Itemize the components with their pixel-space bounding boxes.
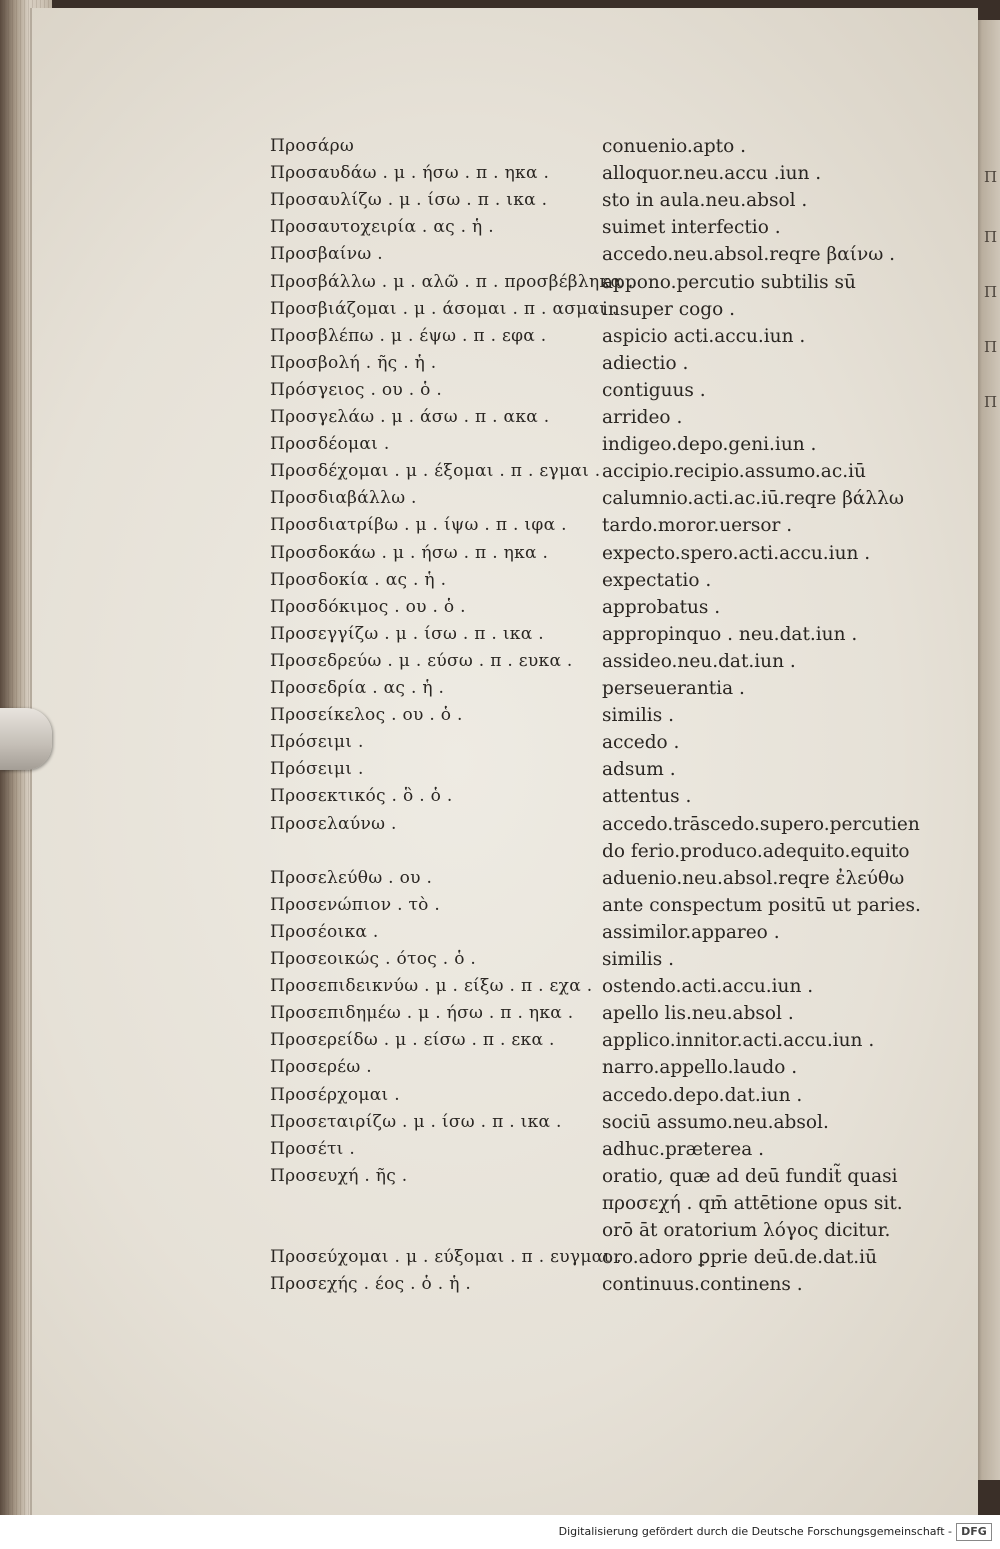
greek-headword: Προσεκτικός . ὃ . ὁ . (270, 786, 453, 807)
entry-row (32, 759, 978, 785)
greek-headword: Προσέρχομαι . (270, 1084, 400, 1105)
latin-gloss: tardo.moror.uersor . (602, 515, 793, 537)
entry-row (32, 1112, 978, 1138)
latin-gloss: aduenio.neu.absol.reqre ἐλεύθω (602, 867, 905, 889)
entry-row (32, 380, 978, 406)
greek-headword: Προσεπιδημέω . μ . ήσω . π . ηκα . (270, 1003, 574, 1024)
greek-headword: Προσενώπιον . τὸ . (270, 894, 441, 915)
latin-gloss: applico.innitor.acti.accu.iun . (602, 1030, 875, 1052)
greek-headword: Προσεπιδεικνύω . μ . είξω . π . εχα . (270, 976, 593, 997)
dfg-logo: DFG (956, 1523, 992, 1541)
latin-gloss: do ferio.produco.adequito.equito (602, 840, 910, 862)
greek-headword: Προσβολή . ῆς . ἡ . (270, 352, 437, 373)
entry-row (32, 1139, 978, 1165)
latin-gloss: conuenio.apto . (602, 136, 747, 157)
latin-gloss: accedo.neu.absol.reqre βαίνω . (602, 244, 896, 266)
greek-headword: Προσεγγίζω . μ . ίσω . π . ικα . (270, 623, 544, 644)
entry-row (32, 326, 978, 352)
latin-gloss: alloquor.neu.accu .iun . (602, 163, 822, 185)
latin-gloss: suimet interfectio . (602, 217, 781, 239)
entry-row (32, 1274, 978, 1300)
greek-headword: Πρόσγειος . ου . ὁ . (270, 379, 443, 400)
footer-credit: Digitalisierung gefördert durch die Deutsche Forschungsgemeinschaft - (558, 1525, 952, 1538)
greek-headword: Προσγελάω . μ . άσω . π . ακα . (270, 407, 550, 427)
greek-headword: Προσεύχομαι . μ . εύξομαι . π . ευγμαι . (270, 1247, 622, 1268)
entry-row (32, 515, 978, 541)
entry-row (32, 163, 978, 189)
latin-gloss: similis . (602, 949, 674, 970)
page-clip (0, 708, 52, 770)
latin-gloss: orō āt oratorium λόγος dicitur. (602, 1220, 891, 1241)
entry-row (32, 814, 978, 840)
latin-gloss: accedo . (602, 732, 680, 754)
latin-gloss: appono.percutio subtilis sū (602, 271, 856, 293)
greek-headword: Πρόσειμι . (270, 759, 364, 780)
greek-headword: Προσερέω . (270, 1057, 372, 1078)
greek-headword: Προσδοκάω . μ . ήσω . π . ηκα . (270, 542, 549, 563)
greek-headword: Προσεταιρίζω . μ . ίσω . π . ικα . (270, 1111, 562, 1132)
latin-gloss: accedo.trāscedo.supero.percutien (602, 813, 920, 835)
entry-row (32, 1166, 978, 1192)
entry-row (32, 299, 978, 325)
latin-gloss: perseuerantia . (602, 678, 745, 699)
greek-headword: Προσευχή . ῆς . (270, 1165, 408, 1186)
greek-headword: Προσερείδω . μ . είσω . π . εκα . (270, 1030, 555, 1051)
entry-row (32, 434, 978, 460)
latin-gloss: expecto.spero.acti.accu.iun . (602, 542, 871, 564)
entry-row (32, 868, 978, 894)
entry-row (32, 272, 978, 298)
latin-gloss: apello lis.neu.absol . (602, 1003, 794, 1025)
entry-row (32, 136, 978, 162)
latin-gloss: accedo.depo.dat.iun . (602, 1084, 803, 1106)
greek-headword: Προσδέομαι . (270, 434, 390, 455)
latin-gloss: accipio.recipio.assumo.ac.iū (602, 461, 866, 483)
entry-row (32, 976, 978, 1002)
entry-row (32, 190, 978, 216)
latin-gloss: insuper cogo . (602, 298, 735, 320)
latin-gloss: προσεχή . qm̄ attētione opus sit. (602, 1192, 903, 1214)
entry-row (32, 651, 978, 677)
entry-row (32, 1003, 978, 1029)
latin-gloss: ante conspectum positū ut paries. (602, 894, 921, 916)
latin-gloss: assideo.neu.dat.iun . (602, 650, 796, 672)
latin-gloss: continuus.continens . (602, 1274, 803, 1296)
digitization-footer (0, 1515, 1000, 1549)
entry-row (32, 949, 978, 975)
latin-gloss: appropinquo . neu.dat.iun . (602, 623, 858, 645)
entry-row (32, 678, 978, 704)
greek-headword: Προσελαύνω . (270, 813, 397, 834)
entry-row (32, 1085, 978, 1111)
entry-row (32, 597, 978, 623)
greek-headword: Προσβάλλω . μ . αλῶ . π . προσβέβληκα . (270, 271, 634, 292)
entry-row (32, 1220, 978, 1246)
latin-gloss: adhuc.præterea . (602, 1138, 764, 1160)
entry-row (32, 1030, 978, 1056)
latin-gloss: approbatus . (602, 596, 721, 618)
entry-row (32, 570, 978, 596)
entry-row (32, 217, 978, 243)
latin-gloss: expectatio . (602, 569, 712, 591)
latin-gloss: ostendo.acti.accu.iun . (602, 976, 814, 998)
entry-row (32, 407, 978, 433)
greek-headword: Προσαυλίζω . μ . ίσω . π . ικα . (270, 190, 548, 211)
entry-row (32, 895, 978, 921)
entry-row (32, 732, 978, 758)
entry-row (32, 543, 978, 569)
latin-gloss: sto in aula.neu.absol . (602, 190, 808, 212)
entry-row (32, 1247, 978, 1273)
entry-row (32, 624, 978, 650)
greek-headword: Προσεδρία . ας . ἡ . (270, 678, 445, 698)
entry-row (32, 786, 978, 812)
greek-headword: Προσείκελος . ου . ὁ . (270, 705, 463, 726)
greek-headword: Προσέτι . (270, 1138, 356, 1159)
greek-headword: Προσδοκία . ας . ἡ . (270, 569, 447, 590)
greek-headword: Προσεχής . έος . ὁ . ἡ . (270, 1274, 472, 1295)
greek-headword: Προσάρω (270, 136, 355, 156)
greek-headword: Προσβιάζομαι . μ . άσομαι . π . ασμαι . (270, 298, 618, 319)
entry-row (32, 841, 978, 867)
greek-headword: Προσεδρεύω . μ . εύσω . π . ευκα . (270, 650, 573, 671)
dictionary-entries (32, 8, 978, 1515)
scanned-page (30, 8, 978, 1515)
latin-gloss: adiectio . (602, 352, 689, 374)
greek-headword: Προσδιαβάλλω . (270, 488, 417, 509)
facing-page-edge: Π Π Π Π Π (970, 20, 1000, 1480)
greek-headword: Προσαυδάω . μ . ήσω . π . ηκα . (270, 163, 550, 184)
greek-headword: Προσεοικώς . ότος . ὁ . (270, 949, 477, 969)
latin-gloss: oratio, quæ ad deū fundit̃ quasi (602, 1165, 898, 1187)
latin-gloss: arrideo . (602, 407, 683, 428)
greek-headword: Προσβαίνω . (270, 244, 383, 265)
greek-headword: Προσδιατρίβω . μ . ίψω . π . ιφα . (270, 515, 567, 536)
latin-gloss: indigeo.depo.geni.iun . (602, 434, 817, 456)
greek-headword: Προσαυτοχειρία . ας . ἡ . (270, 217, 494, 238)
entry-row (32, 705, 978, 731)
entry-row (32, 1057, 978, 1083)
latin-gloss: adsum . (602, 759, 676, 781)
greek-headword: Πρόσειμι . (270, 732, 364, 753)
latin-gloss: contiguus . (602, 379, 706, 401)
latin-gloss: aspicio acti.accu.iun . (602, 325, 806, 347)
entry-row (32, 1193, 978, 1219)
entry-row (32, 922, 978, 948)
greek-headword: Προσδόκιμος . ου . ὁ . (270, 596, 466, 617)
latin-gloss: calumnio.acti.ac.iū.reqre βάλλω (602, 488, 904, 510)
greek-headword: Προσδέχομαι . μ . έξομαι . π . εγμαι . (270, 461, 601, 482)
entry-row (32, 244, 978, 270)
latin-gloss: assimilor.appareo . (602, 921, 780, 943)
entry-row (32, 461, 978, 487)
greek-headword: Προσέοικα . (270, 921, 379, 942)
latin-gloss: oro.adoro ꝑprie deū.de.dat.iū (602, 1247, 877, 1269)
latin-gloss: narro.appello.laudo . (602, 1057, 798, 1079)
latin-gloss: similis . (602, 705, 674, 727)
greek-headword: Προσελεύθω . ου . (270, 867, 433, 888)
latin-gloss: sociū assumo.neu.absol. (602, 1111, 829, 1133)
latin-gloss: attentus . (602, 786, 692, 808)
greek-headword: Προσβλέπω . μ . έψω . π . εφα . (270, 325, 547, 346)
entry-row (32, 488, 978, 514)
entry-row (32, 353, 978, 379)
